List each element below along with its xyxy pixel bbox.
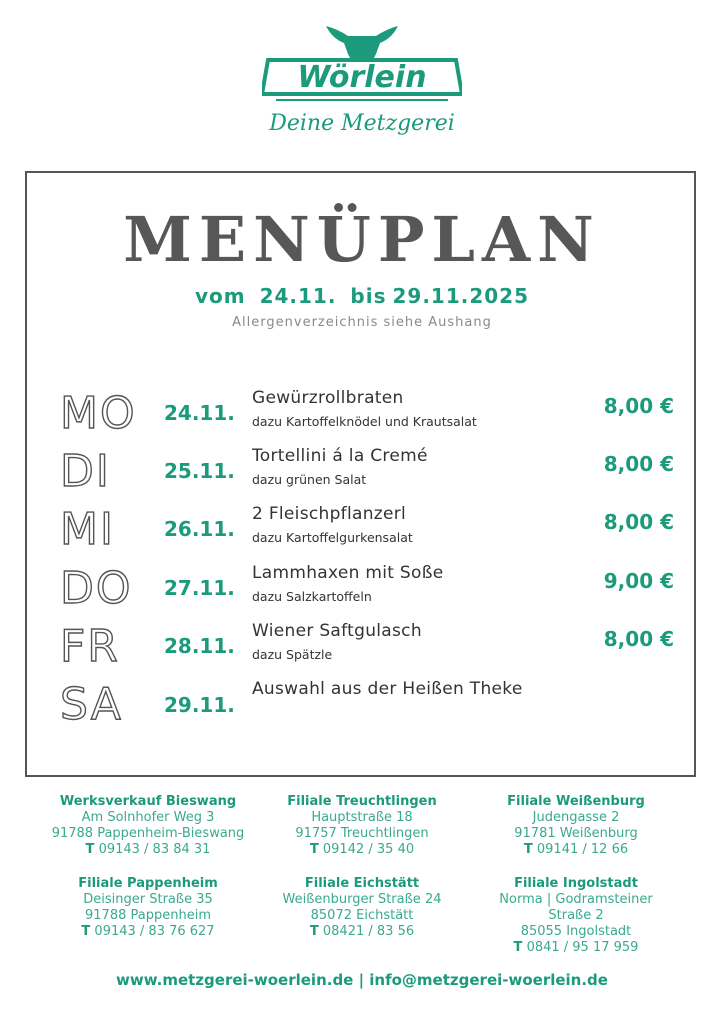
menu-row-do [60, 563, 680, 619]
day-label: DI [60, 446, 111, 497]
phone-label: T [513, 940, 523, 955]
branch-bieswang [38, 794, 258, 858]
branch-phone [466, 842, 686, 858]
phone-number: 09141 / 12 66 [536, 842, 629, 857]
dish-name: Tortellini á la Cremé [252, 446, 428, 466]
dish-name: 2 Fleischpflanzerl [252, 504, 407, 524]
dish-side: dazu Spätzle [252, 647, 333, 662]
period-bis-label: bis [350, 284, 387, 308]
period-end: 29.11.2025 [392, 284, 530, 308]
branch-weissenburg [466, 794, 686, 858]
dish-name: Lammhaxen mit Soße [252, 563, 444, 583]
day-label: FR [60, 621, 120, 672]
logo-tagline-text: Deine Metzgerei [269, 111, 455, 136]
branch-ingolstadt [466, 876, 686, 956]
branch-street: Am Solnhofer Weg 3 [81, 810, 215, 825]
branch-name: Filiale Ingolstadt [514, 876, 638, 891]
dish-price: 9,00 € [603, 569, 674, 593]
day-date: 29.11. [164, 693, 235, 717]
branch-pappenheim [38, 876, 258, 940]
phone-number: 09142 / 35 40 [322, 842, 415, 857]
period-start: 24.11. [259, 284, 337, 308]
day-label: SA [60, 679, 123, 730]
logo-brand-text: Wörlein [297, 60, 427, 95]
branch-street: Weißenburger Straße 24 [282, 892, 442, 907]
day-date: 25.11. [164, 459, 235, 483]
branch-street-2: Straße 2 [548, 908, 604, 923]
phone-label: T [309, 924, 319, 939]
dish-name: Auswahl aus der Heißen Theke [252, 679, 523, 699]
footer-contact[interactable]: www.metzgerei-woerlein.de | info@metzgerei-woerlein.de [116, 971, 608, 989]
branch-city: 91781 Weißenburg [514, 826, 638, 841]
phone-number: 09143 / 83 84 31 [98, 842, 211, 857]
branch-name: Filiale Weißenburg [507, 794, 645, 809]
branch-street: Judengasse 2 [532, 810, 620, 825]
dish-side: dazu grünen Salat [252, 472, 367, 487]
branch-street: Norma | Godramsteiner [499, 892, 653, 907]
branch-city: 91788 Pappenheim-Bieswang [51, 826, 245, 841]
menu-row-fr [60, 621, 680, 677]
phone-label: T [309, 842, 319, 857]
dish-side: dazu Kartoffelknödel und Krautsalat [252, 414, 477, 429]
phone-label: T [523, 842, 533, 857]
phone-number: 08421 / 83 56 [322, 924, 415, 939]
menu-row-sa [60, 679, 680, 735]
dish-price: 8,00 € [603, 627, 674, 651]
period-vom-label: vom [194, 284, 246, 308]
dish-name: Gewürzrollbraten [252, 388, 404, 408]
day-date: 27.11. [164, 576, 235, 600]
phone-label: T [85, 842, 95, 857]
branch-street: Hauptstraße 18 [311, 810, 413, 825]
menu-row-mi [60, 504, 680, 560]
branch-treuchtlingen [252, 794, 472, 858]
allergen-note: Allergenverzeichnis siehe Aushang [232, 315, 492, 330]
dish-name: Wiener Saftgulasch [252, 621, 422, 641]
branch-phone [38, 842, 258, 858]
dish-price: 8,00 € [603, 510, 674, 534]
day-label: MO [60, 388, 137, 439]
branch-name: Werksverkauf Bieswang [59, 794, 237, 809]
branch-name: Filiale Eichstätt [304, 876, 420, 891]
branch-name: Filiale Pappenheim [78, 876, 218, 891]
branch-phone [466, 940, 686, 956]
menu-period [0, 284, 724, 308]
page-title: MENÜPLAN [123, 203, 601, 276]
branch-eichstaett [252, 876, 472, 940]
day-date: 26.11. [164, 517, 235, 541]
branch-city: 91788 Pappenheim [85, 908, 211, 923]
day-date: 28.11. [164, 634, 235, 658]
branch-city: 91757 Treuchtlingen [295, 826, 429, 841]
branch-phone [252, 924, 472, 940]
phone-label: T [81, 924, 91, 939]
dish-price: 8,00 € [603, 452, 674, 476]
branch-phone [252, 842, 472, 858]
dish-price: 8,00 € [603, 394, 674, 418]
phone-number: 09143 / 83 76 627 [94, 924, 215, 939]
menu-row-di [60, 446, 680, 502]
branch-street: Deisinger Straße 35 [83, 892, 213, 907]
day-label: MI [60, 504, 115, 555]
branch-city: 85072 Eichstätt [310, 908, 414, 923]
dish-side: dazu Kartoffelgurkensalat [252, 530, 413, 545]
branch-phone [38, 924, 258, 940]
day-date: 24.11. [164, 401, 235, 425]
menu-row-mo [60, 388, 680, 444]
phone-number: 0841 / 95 17 959 [526, 940, 639, 955]
dish-side: dazu Salzkartoffeln [252, 589, 372, 604]
branch-name: Filiale Treuchtlingen [287, 794, 437, 809]
branch-city: 85055 Ingolstadt [520, 924, 632, 939]
woerlein-logo [262, 22, 462, 144]
day-label: DO [60, 563, 133, 614]
